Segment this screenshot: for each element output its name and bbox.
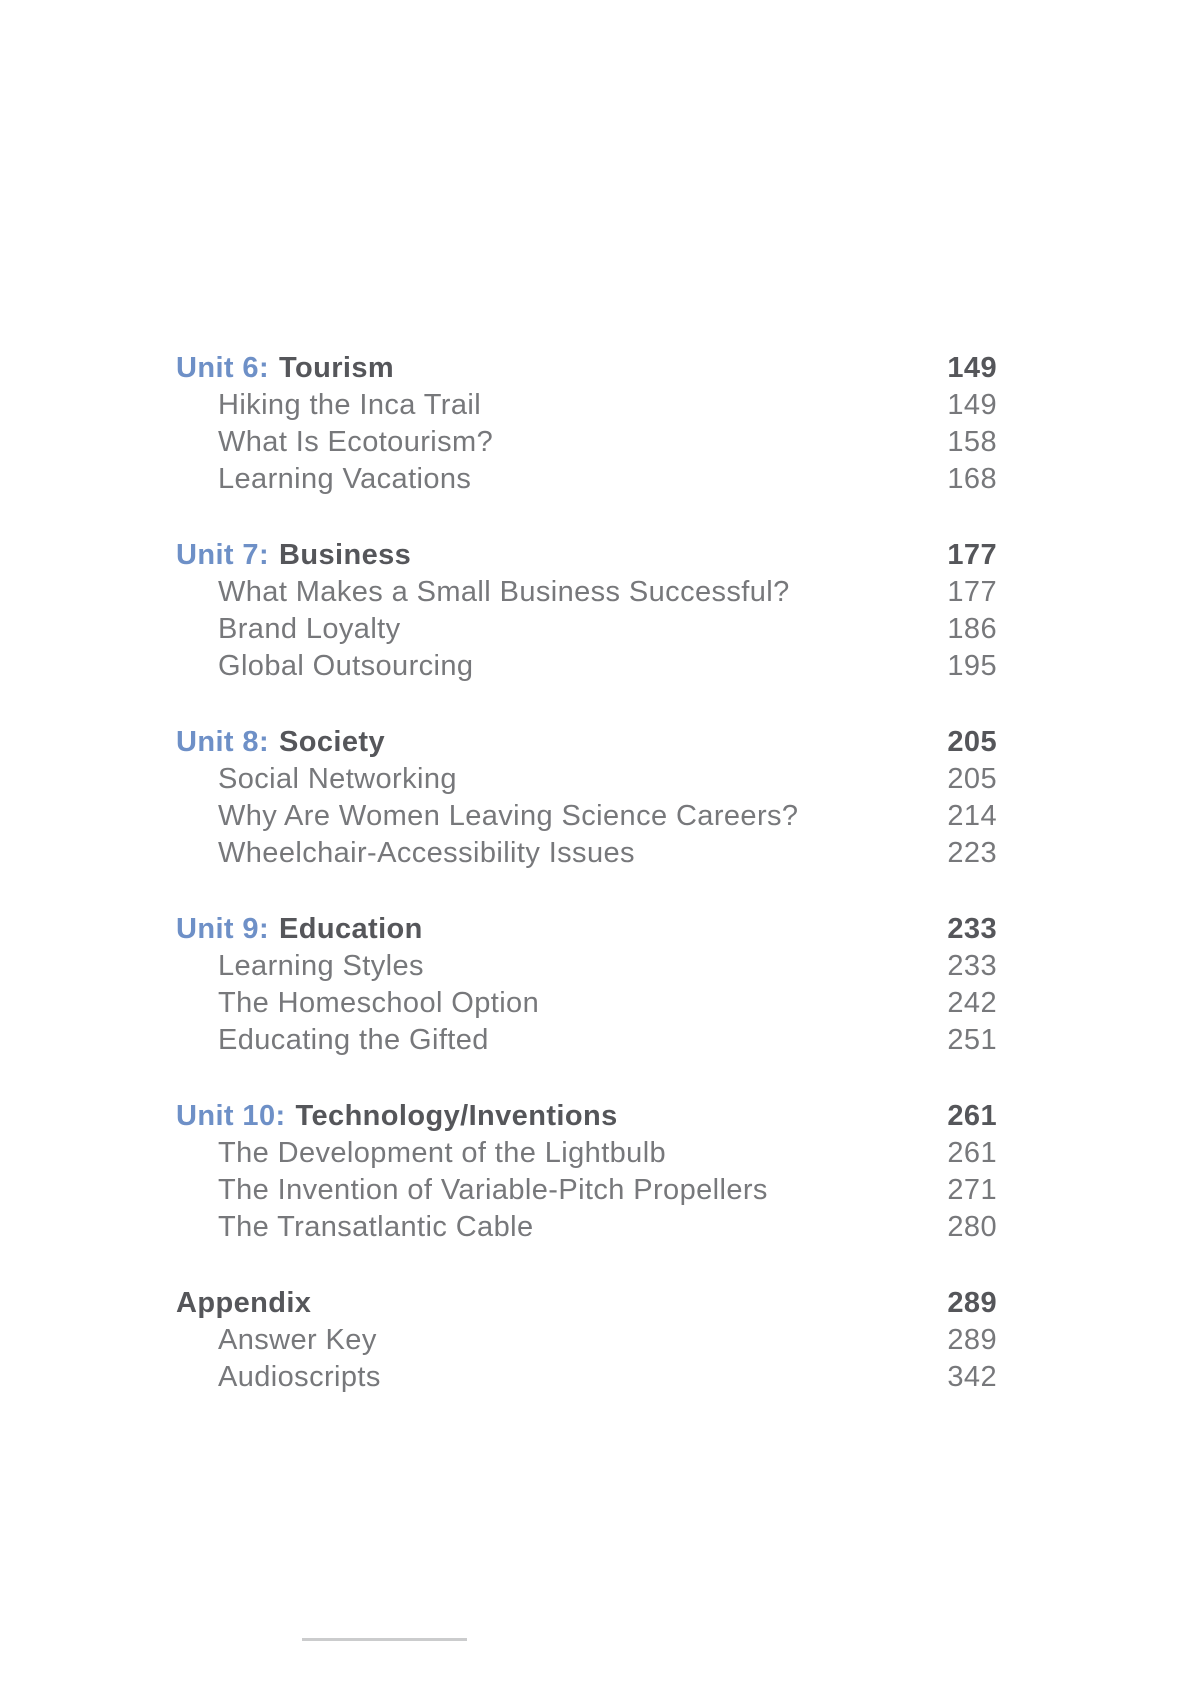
chapter-title: Audioscripts <box>218 1361 381 1393</box>
unit-label: Unit 9: <box>176 913 270 945</box>
unit-label: Unit 8: <box>176 726 270 758</box>
unit-heading <box>176 1285 311 1322</box>
unit-heading-row <box>176 724 997 761</box>
unit-heading-row <box>176 537 997 574</box>
chapter-page-number: 186 <box>947 613 997 645</box>
chapter-title: Hiking the Inca Trail <box>218 389 482 421</box>
chapter-page-number: 271 <box>947 1174 997 1206</box>
chapter-title: Learning Vacations <box>218 463 472 495</box>
unit-heading <box>176 911 423 948</box>
unit-title: Technology/Inventions <box>295 1100 618 1132</box>
bottom-divider-mark <box>302 1638 467 1641</box>
unit-page-number: 233 <box>947 913 997 945</box>
unit-page-number: 261 <box>947 1100 997 1132</box>
unit-heading <box>176 537 411 574</box>
toc-item-row <box>176 948 997 985</box>
chapter-title: The Development of the Lightbulb <box>218 1137 667 1169</box>
unit-title: Society <box>279 726 385 758</box>
unit-heading <box>176 350 394 387</box>
toc-item-row <box>176 648 997 685</box>
toc-section-unit-10 <box>176 1098 997 1246</box>
chapter-title: Educating the Gifted <box>218 1024 489 1056</box>
chapter-page-number: 205 <box>947 763 997 795</box>
toc-item-row <box>176 798 997 835</box>
chapter-title: The Transatlantic Cable <box>218 1211 534 1243</box>
chapter-title: Brand Loyalty <box>218 613 401 645</box>
toc-item-row <box>176 424 997 461</box>
toc-item-row <box>176 1209 997 1246</box>
toc-item-row <box>176 1135 997 1172</box>
toc-item-row <box>176 761 997 798</box>
chapter-page-number: 168 <box>947 463 997 495</box>
chapter-page-number: 242 <box>947 987 997 1019</box>
toc-item-row <box>176 574 997 611</box>
toc-item-row <box>176 611 997 648</box>
chapter-page-number: 261 <box>947 1137 997 1169</box>
unit-page-number: 205 <box>947 726 997 758</box>
chapter-title: The Invention of Variable-Pitch Propellers <box>218 1174 768 1206</box>
unit-heading-row <box>176 1098 997 1135</box>
toc-item-row <box>176 835 997 872</box>
chapter-title: Global Outsourcing <box>218 650 474 682</box>
chapter-title: Answer Key <box>218 1324 377 1356</box>
unit-heading <box>176 724 385 761</box>
toc-item-row <box>176 1322 997 1359</box>
chapter-page-number: 342 <box>947 1361 997 1393</box>
chapter-page-number: 195 <box>947 650 997 682</box>
unit-page-number: 289 <box>947 1287 997 1319</box>
chapter-page-number: 223 <box>947 837 997 869</box>
chapter-page-number: 177 <box>947 576 997 608</box>
chapter-page-number: 289 <box>947 1324 997 1356</box>
toc-item-row <box>176 1172 997 1209</box>
chapter-title: The Homeschool Option <box>218 987 540 1019</box>
chapter-title: What Makes a Small Business Successful? <box>218 576 790 608</box>
unit-label: Unit 7: <box>176 539 270 571</box>
chapter-title: Learning Styles <box>218 950 424 982</box>
chapter-title: What Is Ecotourism? <box>218 426 494 458</box>
chapter-page-number: 214 <box>947 800 997 832</box>
toc-item-row <box>176 461 997 498</box>
toc-section-unit-8 <box>176 724 997 872</box>
unit-title: Appendix <box>176 1287 312 1319</box>
unit-heading-row <box>176 1285 997 1322</box>
unit-heading <box>176 1098 618 1135</box>
unit-title: Business <box>279 539 412 571</box>
unit-heading-row <box>176 911 997 948</box>
chapter-page-number: 233 <box>947 950 997 982</box>
table-of-contents <box>176 350 997 1435</box>
chapter-title: Why Are Women Leaving Science Careers? <box>218 800 799 832</box>
toc-item-row <box>176 1022 997 1059</box>
chapter-page-number: 251 <box>947 1024 997 1056</box>
chapter-title: Wheelchair-Accessibility Issues <box>218 837 635 869</box>
toc-section-appendix <box>176 1285 997 1396</box>
unit-label: Unit 6: <box>176 352 270 384</box>
toc-section-unit-6 <box>176 350 997 498</box>
unit-title: Education <box>279 913 423 945</box>
unit-title: Tourism <box>279 352 395 384</box>
toc-item-row <box>176 387 997 424</box>
chapter-page-number: 158 <box>947 426 997 458</box>
toc-section-unit-9 <box>176 911 997 1059</box>
toc-section-unit-7 <box>176 537 997 685</box>
unit-page-number: 177 <box>947 539 997 571</box>
unit-heading-row <box>176 350 997 387</box>
toc-item-row <box>176 1359 997 1396</box>
chapter-page-number: 280 <box>947 1211 997 1243</box>
chapter-title: Social Networking <box>218 763 457 795</box>
chapter-page-number: 149 <box>947 389 997 421</box>
toc-item-row <box>176 985 997 1022</box>
unit-label: Unit 10: <box>176 1100 286 1132</box>
unit-page-number: 149 <box>947 352 997 384</box>
